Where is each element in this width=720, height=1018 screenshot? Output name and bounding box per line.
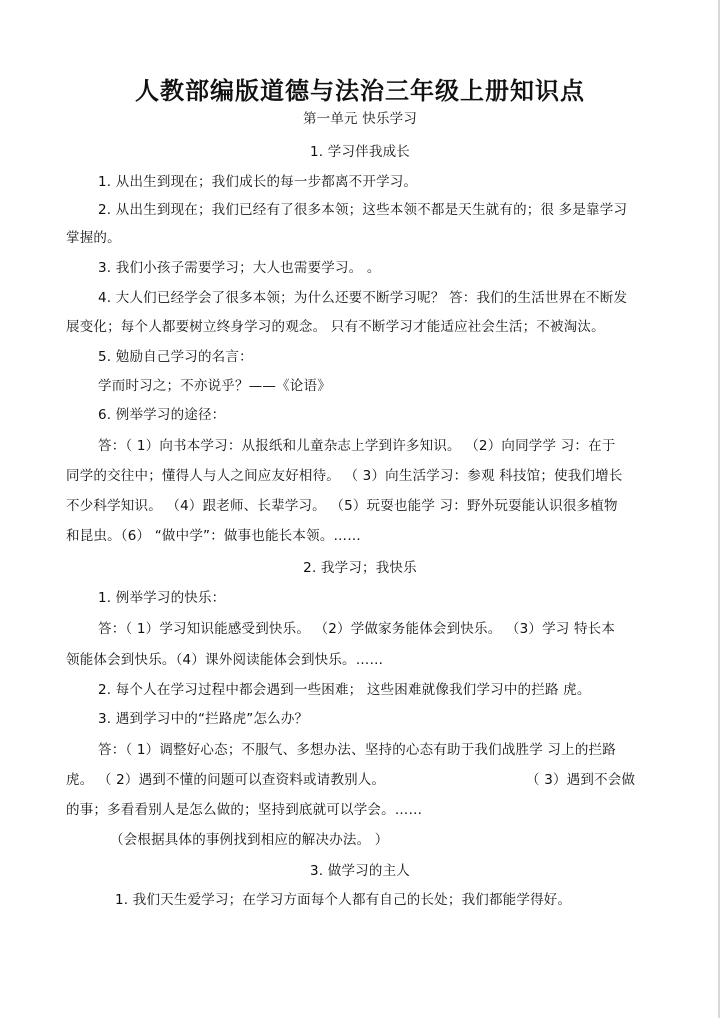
lesson-1-heading: 1. 学习伴我成长 — [310, 144, 410, 160]
document-title: 人教部编版道德与法治三年级上册知识点 — [135, 77, 585, 105]
lesson-2-heading: 2. 我学习；我快乐 — [303, 560, 417, 576]
lesson-1-point-3: 3. 我们小孩子需要学习；大人也需要学习。 。 — [98, 260, 381, 276]
lesson-2-answer2-line-2a: 虎。 （ 2）遇到不懂的问题可以查资料或请教别人。 — [66, 772, 386, 788]
lesson-3-point-1: 1. 我们天生爱学习；在学习方面每个人都有自己的长处；我们都能学得好。 — [115, 892, 572, 908]
lesson-1-point-1: 1. 从出生到现在；我们成长的每一步都离不开学习。 — [98, 174, 418, 190]
lesson-1-answer-line-1: 答：（ 1）向书本学习：从报纸和儿童杂志上学到许多知识。 （2）向同学学 习：在于 — [98, 438, 616, 454]
lesson-1-answer-line-4: 和昆虫。（6） “做中学”：做事也能长本领。…… — [66, 528, 361, 544]
lesson-1-answer-line-3: 不少科学知识。 （4）跟老师、长辈学习。 （5）玩耍也能学 习：野外玩耍能认识很多植物 — [66, 498, 618, 514]
lesson-1-point-2-line-1: 2. 从出生到现在；我们已经有了很多本领；这些本领不都是天生就有的；很 多是靠学习 — [98, 202, 628, 218]
lesson-2-point-3: 3. 遇到学习中的“拦路虎”怎么办？ — [98, 711, 309, 727]
lesson-1-point-5: 5. 勉励自己学习的名言： — [98, 349, 253, 365]
unit-heading: 第一单元 快乐学习 — [302, 111, 418, 127]
lesson-2-answer2-line-2b: （ 3）遇到不会做 — [526, 772, 636, 788]
lesson-3-heading: 3. 做学习的主人 — [310, 863, 410, 879]
lesson-1-point-6: 6. 例举学习的途径： — [98, 407, 226, 423]
lesson-2-note: （会根据具体的事例找到相应的解决办法。 ） — [110, 832, 389, 848]
lesson-1-answer-line-2: 同学的交往中；懂得人与人之间应友好相待。 （ 3）向生活学习：参观 科技馆；使我们增长 — [66, 468, 623, 484]
lesson-2-point-1: 1. 例举学习的快乐： — [98, 590, 226, 606]
lesson-2-answer-line-1: 答：（ 1）学习知识能感受到快乐。 （2）学做家务能体会到快乐。 （3）学习 特长本 — [98, 621, 616, 637]
lesson-1-quote: 学而时习之；不亦说乎？——《论语》 — [98, 378, 331, 394]
lesson-2-answer2-line-3: 的事；多看看别人是怎么做的；坚持到底就可以学会。…… — [66, 802, 423, 818]
lesson-2-point-2: 2. 每个人在学习过程中都会遇到一些困难； 这些困难就像我们学习中的拦路 虎。 — [98, 682, 591, 698]
lesson-1-point-2-line-2: 掌握的。 — [66, 230, 121, 246]
lesson-2-answer2-line-1: 答：（ 1）调整好心态；不服气、多想办法、坚持的心态有助于我们战胜学 习上的拦路 — [98, 742, 616, 758]
lesson-2-answer-line-2: 领能体会到快乐。（4）课外阅读能体会到快乐。…… — [66, 652, 384, 668]
lesson-1-point-4-line-1: 4. 大人们已经学会了很多本领；为什么还要不断学习呢？ 答：我们的生活世界在不断发 — [98, 290, 628, 306]
lesson-1-point-4-line-2: 展变化；每个人都要树立终身学习的观念。 只有不断学习才能适应社会生活；不被淘汰。 — [66, 319, 605, 335]
